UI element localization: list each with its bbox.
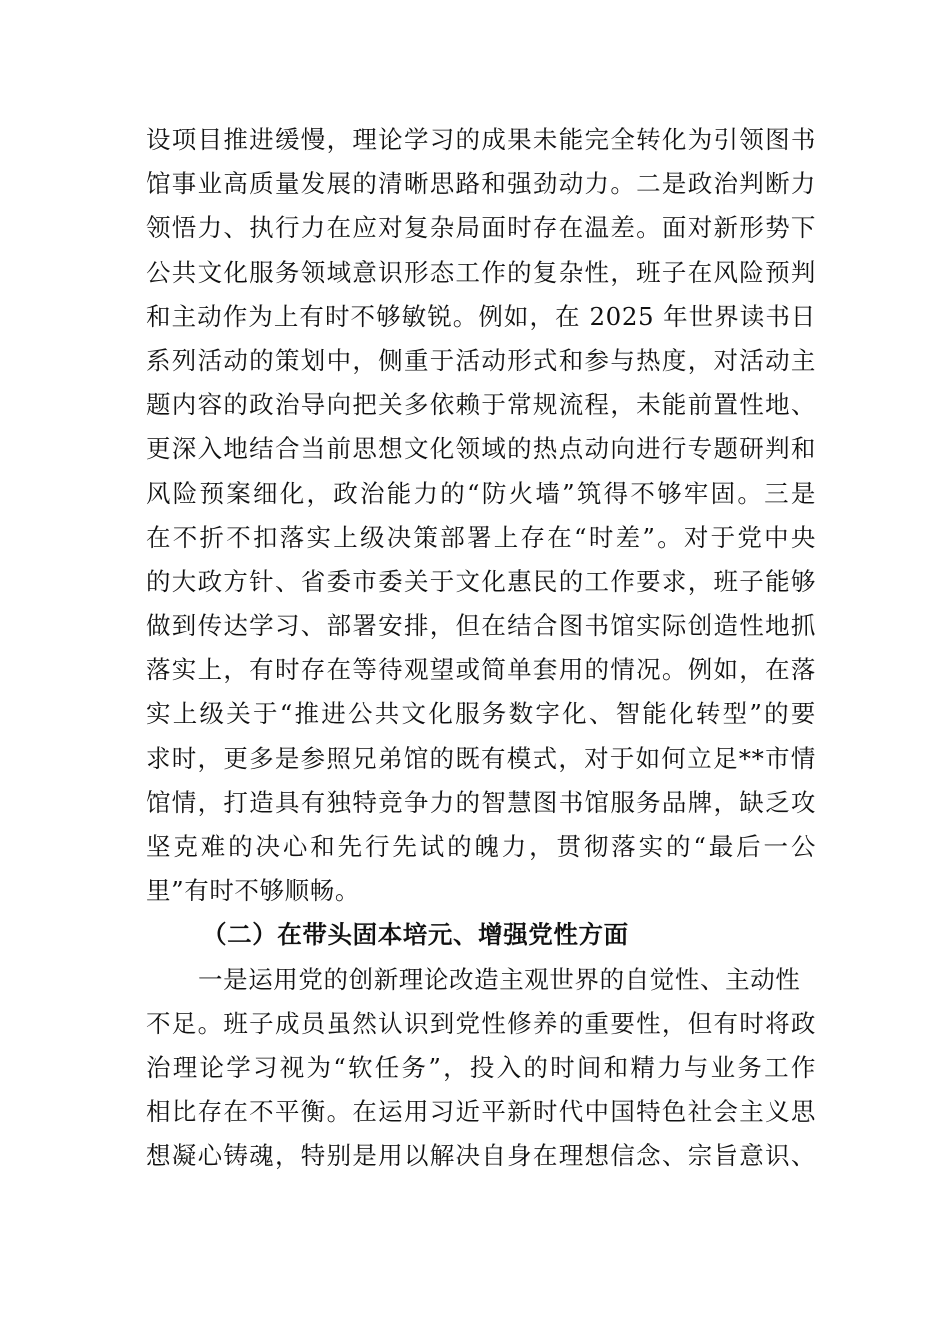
paragraph-line: 公共文化服务领域意识形态工作的复杂性，班子在风险预判 (146, 257, 816, 287)
paragraph-line: 做到传达学习、部署安排，但在结合图书馆实际创造性地抓 (146, 611, 816, 641)
paragraph-line: 领悟力、执行力在应对复杂局面时存在温差。面对新形势下 (146, 213, 816, 243)
paragraph-line: 求时，更多是参照兄弟馆的既有模式，对于如何立足**市情 (146, 743, 816, 773)
paragraph-line: 系列活动的策划中，侧重于活动形式和参与热度，对活动主 (146, 345, 816, 375)
paragraph-line: 的大政方针、省委市委关于文化惠民的工作要求，班子能够 (146, 566, 816, 596)
section-heading: （二）在带头固本培元、增强党性方面 (202, 920, 629, 950)
paragraph-line: 实上级关于“推进公共文化服务数字化、智能化转型”的要 (146, 699, 816, 729)
paragraph-line: 治理论学习视为“软任务”，投入的时间和精力与业务工作 (146, 1052, 816, 1082)
paragraph-line: 里”有时不够顺畅。 (146, 876, 360, 906)
paragraph-line: 更深入地结合当前思想文化领域的热点动向进行专题研判和 (146, 434, 816, 464)
paragraph-line: 和主动作为上有时不够敏锐。例如，在 2025 年世界读书日 (146, 301, 816, 331)
paragraph-line: 在不折不扣落实上级决策部署上存在“时差”。对于党中央 (146, 522, 816, 552)
paragraph-line: 设项目推进缓慢，理论学习的成果未能完全转化为引领图书 (146, 125, 816, 154)
paragraph-line: 题内容的政治导向把关多依赖于常规流程，未能前置性地、 (146, 390, 816, 420)
paragraph-line: 一是运用党的创新理论改造主观世界的自觉性、主动性 (198, 964, 801, 994)
paragraph-line: 想凝心铸魂，特别是用以解决自身在理想信念、宗旨意识、 (146, 1141, 816, 1171)
paragraph-line: 相比存在不平衡。在运用习近平新时代中国特色社会主义思 (146, 1097, 816, 1127)
paragraph-line: 馆情，打造具有独特竞争力的智慧图书馆服务品牌，缺乏攻 (146, 787, 816, 817)
paragraph-line: 落实上，有时存在等待观望或简单套用的情况。例如，在落 (146, 655, 816, 685)
paragraph-line: 馆事业高质量发展的清晰思路和强劲动力。二是政治判断力 (146, 169, 816, 199)
paragraph-line: 风险预案细化，政治能力的“防火墙”筑得不够牢固。三是 (146, 478, 816, 508)
document-body (146, 118, 816, 1179)
paragraph-line: 坚克难的决心和先行先试的魄力，贯彻落实的“最后一公 (146, 832, 816, 861)
paragraph-line: 不足。班子成员虽然认识到党性修养的重要性，但有时将政 (146, 1008, 816, 1038)
